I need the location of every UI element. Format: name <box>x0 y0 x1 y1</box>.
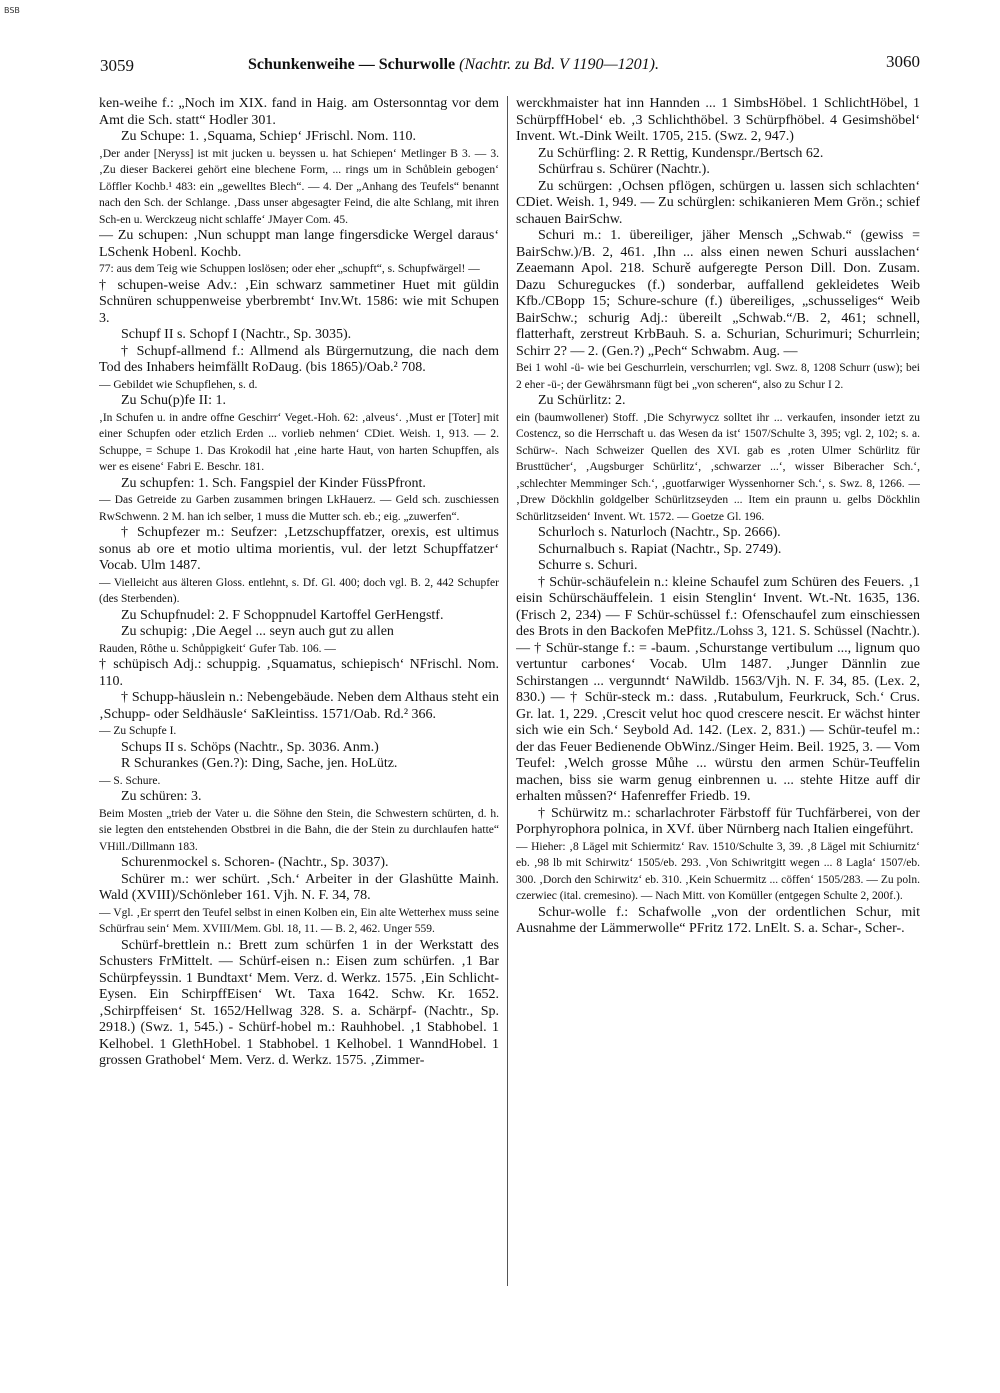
running-title-note: (Nachtr. zu Bd. V 1190—1201). <box>459 56 659 73</box>
dictionary-paragraph: † Schupfezer m.: Seufzer: ‚Letzschupffatzer, orexis, est ultimus sonus ab ore et motio ultima morientis, vul. der letzt Schupffatzer‘ Vocab. Ulm 1487. <box>99 525 499 573</box>
dictionary-paragraph: R Schurankes (Gen.?): Ding, Sache, jen. HoLütz. <box>121 756 398 771</box>
dictionary-paragraph: — S. Schure. <box>99 774 161 787</box>
dictionary-paragraph: † schupen-weise Adv.: ‚Ein schwarz sammetiner Huet mit güldin Schnüren schuppenweise yberbrembt‘ Inv.Wt. 1586: wie mit Schupen 3. <box>99 277 499 326</box>
dictionary-paragraph: † schüpisch Adj.: schuppig. ‚Squamatus, schiepisch‘ NFrischl. Nom. 110. <box>99 657 499 689</box>
dictionary-paragraph: † Schupf-allmend f.: Allmend als Bürgernutzung, die nach dem Tod des Inhabers heimfällt RoDaug. (bis 1865)/Oab.² 708. <box>99 343 499 375</box>
dictionary-paragraph: Zu Schürlitz: 2. <box>538 393 626 408</box>
page-header <box>100 52 920 78</box>
running-title <box>248 56 659 74</box>
dictionary-paragraph: Zu schupig: ‚Die Aegel ... seyn auch gut zu allen <box>121 624 394 639</box>
dictionary-paragraph: 77: aus dem Teig wie Schuppen loslösen; oder eher „schupft“, s. Schupfwärgel! — <box>99 263 480 275</box>
dictionary-paragraph: † Schür-schäufelein n.: kleine Schaufel zum Schüren des Feuers. ‚1 eisin Schürschäuffelein. 1 eisin Stenglin‘ Invent. Wt.-Nt. 1635, 136. (Frisch 2, 234) — F Schür-schüssel f.: Ofenschaufel zum einschiessen des Brots in den Backofen MePfitz./Lohss 3, 121. S. Schüssel (Nachtr.). — † Schür-stange f.: = -baum. ‚Schurstange vertibulum ..., lignum quo vertuntur carbones‘ Vocab. Ulm 1487. ‚Junger Dännlin zue Schirstangen ... vergunndt‘ NaWildb. 1563/Vjh. N. F. 34, 85. (Lex. 2, 830.) — † Schür-steck m.: dass. ‚Rutabulum, Feurkruck, Sch.‘ Crus. Gr. lat. 1, 229. ‚Crescit velut hoc quod crescere nescit. Er wächst hinter sich wie ein Sch.‘ Seybold Ad. 142. (Lex. 2, 831.) — Schür-teufel m.: der das Feuer Bedienende ObWinz./Singer Heim. Beil. 1925, 3. — Vom Teufel: ‚Welch grosse Můhe ... würstu den armen Schür-Teuffelin machen, biss sie warm genug einbrennen u. ... stehte Hitze auff dir erhalten můssen?‘ Hafenreffer Friedb. 19. <box>516 574 920 804</box>
dictionary-paragraph: Zu schüren: 3. <box>121 789 202 804</box>
dictionary-paragraph: ken-weihe f.: „Noch im XIX. fand in Haig. am Ostersonntag vor dem Amt die Sch. statt“ Hodler 301. <box>99 96 499 128</box>
dictionary-paragraph: Schurenmockel s. Schoren- (Nachtr., Sp. 3037). <box>121 855 389 870</box>
dictionary-paragraph: — Zu schupen: ‚Nun schuppt man lange fingersdicke Wergel daraus‘ LSchenk Hobenl. Kochb. <box>99 228 499 260</box>
dictionary-paragraph: Beim Mosten „trieb der Vater u. die Söhne den Stein, die Schwestern schürten, d. h. sie legten den entstehenden Obstbrei in die Bahn, die der Stein zu durchlaufen hatte“ VHill./Dillmann 183. <box>99 807 499 853</box>
left-column <box>99 96 499 1296</box>
dictionary-paragraph: Zu schürgen: ‚Ochsen pflögen, schürgen u. lassen sich schlachten‘ CDiet. Weish. 1, 949. — Zu schürglen: schikanieren Mem Grön.; schief schauen BairSchw. <box>516 178 920 227</box>
dictionary-paragraph: Schürer m.: wer schürt. ‚Sch.‘ Arbeiter in der Glashütte Mainh. Wald (XVIII)/Schönleber 161. Vjh. N. F. 34, 78. <box>99 871 499 903</box>
dictionary-paragraph: Schuri m.: 1. übereiliger, jäher Mensch „Schwab.“ (gewiss = BairSchw.)/B. 2, 461. ‚Ihn ... alss einen newen Schuri ausslachen‘ Zeaemann Apol. 218. Schurě aufgeregte Person Dill. Don. Zusam. Dazu Schureguckes (f.) sonderbar, auffallend gekleidetes Weib Kfb./CBopp 15; Schure-schure (f.) übereiliges, „schusseliges“ Weib BairSchw.; schurig Adj.: übereilt „Schwab.“/B. 2, 461; schnell, flatterhaft, zerstreut KrbBauh. S. a. Schurian, Schurimuri; Schurrlein; Schirr 2? — 2. (Gen.?) „Pech“ Schwabm. Aug. — <box>516 228 920 359</box>
dictionary-paragraph: — Das Getreide zu Garben zusammen bringen LkHauerz. — Geld sch. zuschiessen RwSchwenn. 2 M. han ich selber, 1 muss die Mutter sch. eb.; eig. „zuwerfen“. <box>99 494 499 523</box>
dictionary-paragraph: — Vielleicht aus älteren Gloss. entlehnt, s. Df. Gl. 400; doch vgl. B. 2, 442 Schupfer (des Sterbenden). <box>99 576 499 605</box>
dictionary-paragraph: Rauden, Rôthe u. Schůppigkeit‘ Gufer Tab. 106. — <box>99 642 336 655</box>
dictionary-paragraph: Bei 1 wohl -ü- wie bei Geschurrlein, verschurrlen; vgl. Swz. 8, 1208 Schurr (usw); bei 2 eher -ü-; der Gewährsmann fügt bei „von scheren“, also zu Schur I 2. <box>516 362 920 391</box>
right-column <box>516 96 920 1296</box>
dictionary-paragraph: — Zu Schupfe I. <box>99 725 177 737</box>
library-stamp: BSB <box>4 6 20 15</box>
dictionary-paragraph: Schürfrau s. Schürer (Nachtr.). <box>538 162 710 177</box>
dictionary-paragraph: — Vgl. ‚Er sperrt den Teufel selbst in einen Kolben ein, Ein alte Wetterhex muss seine Schürfrau sein‘ Mem. XVIII/Mem. Gbl. 18, 11. — B. 2, 462. Unger 559. <box>99 906 499 935</box>
dictionary-paragraph: ‚In Schufen u. in andre offne Geschirr‘ Veget.-Hoh. 62: ‚alveus‘. ‚Must er [Toter] mit einer Schupfen oder etzlich Erden ... vorlieb nehmen‘ CDiet. Weish. 1, 913. — 2. Schuppe, = Schupe 1. Das Krokodil hat ‚eine harte Haut, von harten Schupffen, als wer es eisene‘ Fabri E. Beschr. 181. <box>99 411 499 473</box>
dictionary-paragraph: Zu schupfen: 1. Sch. Fangspiel der Kinder FüssPfront. <box>121 475 426 491</box>
dictionary-paragraph: — Gebildet wie Schupflehen, s. d. <box>99 378 258 391</box>
dictionary-paragraph: ein (baumwollener) Stoff. ‚Die Schyrwycz solltet ihr ... verkaufen, insonder ietzt zu Costencz, so die Herrschaft u. das Wesen da ist‘ 1507/Schulte 3, 395; vgl. 2, 102; s. a. Schürw-. Nach Schweizer Quellen des XVI. gab es ‚roten Ulmer Schürlitz für Brusttücher‘, ‚Augsburger Schürlitz‘, ‚schwarzer ...‘, wisser Biberacher Sch.‘, ‚schlechter Memminger Sch.‘, ‚guotfarwiger Wyssenhorner Sch.‘, s. Swz. 8, 1266. — ‚Drew Döckhlin goldgelber Schürlitzseyden ... Item ein praunn u. gelbs Döckhlin Schürlitzseiden‘ Invent. Wt. 1572. — Goetze Gl. 196. <box>516 411 920 523</box>
dictionary-paragraph: Zu Schupfnudel: 2. F Schoppnudel Kartoffel GerHengstf. <box>121 607 444 623</box>
dictionary-paragraph: Schurre s. Schuri. <box>538 558 638 573</box>
dictionary-paragraph: Zu Schu(p)fe II: 1. <box>121 393 226 408</box>
dictionary-paragraph: Schürf-brettlein n.: Brett zum schürfen 1 in der Werkstatt des Schusters FrMittelt. — Schürf-eisen n.: Eisen zum schürfen. ‚1 Bar Schürpfeyssin. 1 Bundtaxt‘ Mem. Verz. d. Werkz. 1575. ‚Ein Schlicht-Eysen. Ein SchirpffEisen‘ Wt. Taxa 1642. Schw. Kr. 1652. ‚Schirpffeisen‘ St. 1652/Hellwag 328. S. a. Schärpf- (Nachtr., Sp. 2918.) (Swz. 1, 545.) - Schürf-hobel m.: Rauhhobel. ‚1 Stabhobel. 1 Kelhobel. 1 GlethHobel. 1 Stabhobel. 1 Kelhobel. 1 WanndHobel. 1 grossen Grathobel‘ Mem. Verz. d. Werkz. 1575. ‚Zimmer- <box>99 937 499 1068</box>
dictionary-paragraph: Schur-wolle f.: Schafwolle „von der ordentlichen Schur, mit Ausnahme der Lämmerwolle“ PFritz 172. LnElt. S. a. Schar-, Scher-. <box>516 904 920 936</box>
dictionary-paragraph: † Schupp-häuslein n.: Nebengebäude. Neben dem Althaus steht ein ‚Schupp- oder Seldhäusle‘ SaKleintiss. 1571/Oab. Rd.² 366. <box>99 690 499 722</box>
dictionary-paragraph: — Hieher: ‚8 Lägel mit Schiermitz‘ Rav. 1510/Schulte 3, 39. ‚8 Lägel mit Schiurnitz‘ eb. ‚98 lb mit Schirwitz‘ 1505/eb. 293. ‚Von Schiwritgitt wegen ... 8 Lagla‘ 1507/eb. 300. ‚Dorch den Schirwitz‘ eb. 310. ‚Kein Schuermitz ... cöffen‘ 1505/283. — Zu poln. czerwiec (ital. cremesino). — Nach Mitt. von Komüller (entgegen Schulte 2, 200f.). <box>516 840 920 902</box>
running-title-main: Schunkenweihe — Schurwolle <box>248 56 456 73</box>
dictionary-paragraph: Schurnalbuch s. Rapiat (Nachtr., Sp. 2749). <box>538 541 782 557</box>
page-number-left: 3059 <box>100 56 134 75</box>
dictionary-paragraph: Zu Schürfling: 2. R Rettig, Kundenspr./Bertsch 62. <box>538 145 824 161</box>
column-divider <box>507 96 508 1286</box>
dictionary-paragraph: Schurloch s. Naturloch (Nachtr., Sp. 2666). <box>538 525 781 540</box>
page-number-right: 3060 <box>886 52 920 71</box>
dictionary-paragraph: werckhmaister hat inn Hannden ... 1 SimbsHöbel. 1 SchlichtHöbel, 1 SchürpffHobel‘ eb. ‚3 Schlichthöbel. 3 Schürpfhöbel. 4 Gesimshöbel‘ Invent. Wt.-Dink Weilt. 1705, 215. (Swz. 2, 947.) <box>516 96 920 144</box>
dictionary-paragraph: Schups II s. Schöps (Nachtr., Sp. 3036. Anm.) <box>121 739 379 755</box>
dictionary-paragraph: † Schürwitz m.: scharlachroter Färbstoff für Tuchfärberei, von der Porphyrophora polnica, in XVf. über Nürnberg nach Italien eingeführt. <box>516 805 920 837</box>
dictionary-paragraph: Zu Schupe: 1. ‚Squama, Schiep‘ JFrischl. Nom. 110. <box>121 129 417 144</box>
dictionary-paragraph: ‚Der ander [Neryss] ist mit jucken u. beyssen u. hat Schiepen‘ Metlinger B 3. — 3. ‚Zu dieser Backerei gehört eine blechene Form, ... rings um in Schůblein gebogen‘ Löffler Kochb.¹ 483: ein „gewelltes Blech“. — 4. Der „Anhang des Teufels“ benannt nach den Sch. der Schlange. ‚Dass unser abgesagter Feind, die alte Schlang, mit ihren Sch-en u. Werckzeug nicht schlaffe‘ JMayer Com. 45. <box>99 147 499 226</box>
dictionary-paragraph: Schupf II s. Schopf I (Nachtr., Sp. 3035). <box>121 327 352 342</box>
